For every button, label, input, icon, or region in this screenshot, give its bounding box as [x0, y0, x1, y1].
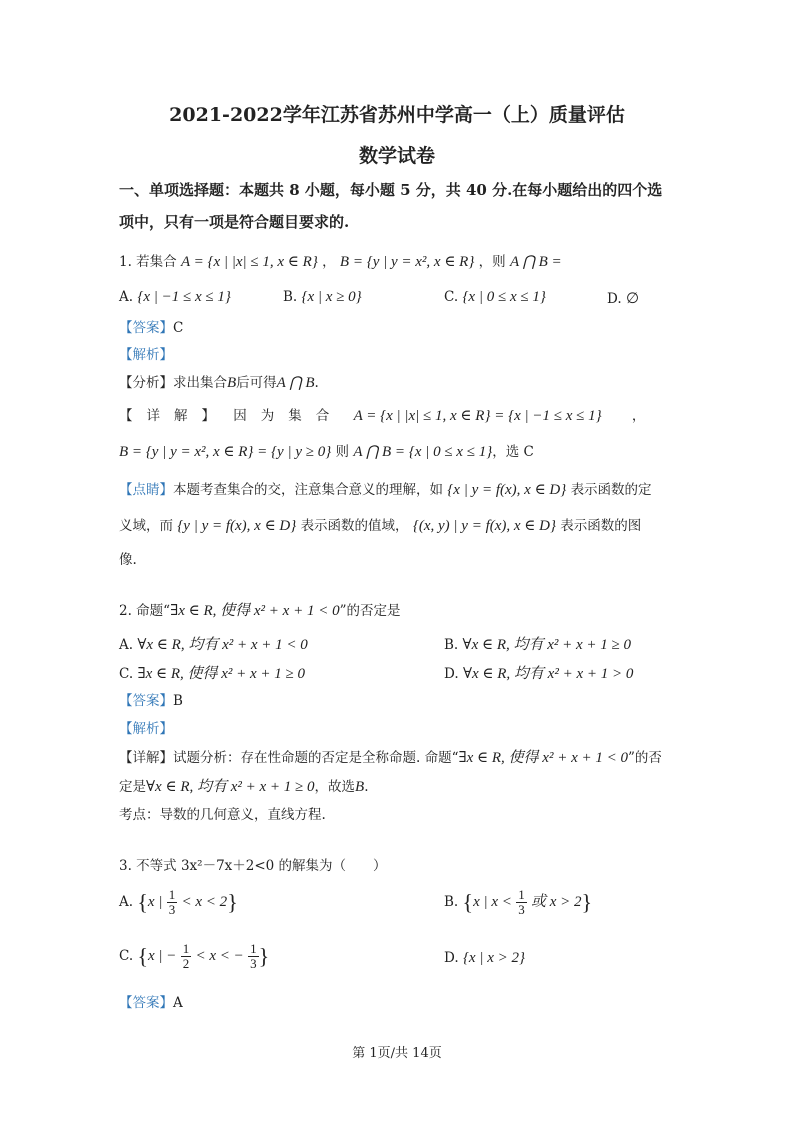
q1-option-a [119, 289, 231, 306]
q1-fenxi-end: . [314, 375, 319, 391]
q3-option-b-pre: x | x < [473, 894, 512, 910]
q2-answer-tag: 【答案】 [119, 693, 173, 709]
q1-dianjing-line1 [119, 480, 734, 500]
q1-dianjing-text1: 本题考查集合的交，注意集合意义的理解，如 [173, 482, 443, 498]
q1-dianjing-text4: 表示函数的值域， [300, 518, 409, 534]
page-subtitle: 数学试卷 [358, 145, 435, 167]
q1-comma: ， [322, 254, 336, 270]
q1-detail-line1 [119, 406, 734, 426]
q1-detail-text: 因为集合 [233, 408, 344, 424]
q2-option-b-text: ∀x ∈ R, 均有 x² + x + 1 ≥ 0 [462, 637, 632, 653]
q1-fenxi-text2: 后可得 [236, 375, 277, 391]
q1-option-b-label: B. [283, 289, 298, 305]
q3-option-c-label: C. [119, 948, 134, 964]
q3-option-c: C. {x | − $\frac{1}{2}$ < x < − $\frac{1}{3}$ } [119, 941, 270, 971]
q1-option-b [283, 289, 362, 306]
q1-set-b: B = {y | y = x², x ∈ R} [339, 254, 475, 270]
q3-option-d [444, 950, 525, 967]
q2-detail-line1 [119, 748, 734, 768]
q1-option-a-text: {x | −1 ≤ x ≤ 1} [137, 289, 231, 305]
q2-answer-value: B [173, 693, 183, 709]
q2-detail-text4: ，故选 [314, 779, 356, 795]
q1-dianjing-tag: 【点睛】 [119, 482, 173, 498]
q1-detail-choose: ，选 C [492, 444, 534, 460]
q2-kaodian: 考点：导数的几何意义，直线方程. [119, 807, 326, 823]
q1-option-a-label: A. [119, 289, 134, 305]
q3-option-c-mid: < x < − [195, 948, 244, 964]
q1-detail-expr1: A = {x | |x| ≤ 1, x ∈ R} = {x | −1 ≤ x ≤ 1} [353, 408, 602, 424]
q1-dianjing-expr3: {(x, y) | y = f(x), x ∈ D} [412, 518, 556, 534]
q3-stem: 3. 不等式 3x²－7x＋2<0 的解集为（ ） [119, 858, 387, 874]
q1-answer-value: C [173, 320, 184, 336]
q1-dianjing-line2 [119, 516, 734, 536]
q1-fenxi-b: B [227, 375, 237, 391]
q2-detail-expr2: ∀x ∈ R, 均有 x² + x + 1 ≥ 0 [146, 779, 315, 795]
q1-fenxi-expr: A ⋂ B [276, 375, 315, 391]
q2-option-c-text: ∃x ∈ R, 使得 x² + x + 1 ≥ 0 [137, 666, 306, 682]
q1-fenxi-tag: 【分析】 [119, 375, 173, 391]
q1-answer [119, 318, 734, 338]
q2-stem-2: ”的否定是 [339, 603, 401, 619]
q1-option-b-text: {x | x ≥ 0} [301, 289, 362, 305]
q2-answer [119, 691, 734, 711]
q2-analysis-tag: 【解析】 [119, 721, 173, 737]
q1-detail-tag: 【详解】 [119, 408, 229, 424]
q3-option-a-fraction: $\frac{1}{3}$ [168, 887, 176, 917]
q2-option-c [119, 662, 305, 683]
q2-stem-expr: ∃x ∈ R, 使得 x² + x + 1 < 0 [170, 603, 340, 619]
q2-option-a-label: A. [119, 637, 134, 653]
q1-stem-suffix: ，则 [478, 254, 506, 270]
q1-dianjing-text5: 表示函数的图 [560, 518, 642, 534]
q3-option-c-pre: x | − [148, 948, 177, 964]
q3-answer [119, 993, 734, 1013]
q1-fenxi-text1: 求出集合 [173, 375, 227, 391]
q1-analysis-tag: 【解析】 [119, 347, 173, 363]
q2-option-a-text: ∀x ∈ R, 均有 x² + x + 1 < 0 [137, 637, 308, 653]
q1-option-c-label: C. [444, 289, 459, 305]
q3-option-b-fraction: $\frac{1}{3}$ [518, 887, 525, 917]
q1-option-c-text: {x | 0 ≤ x ≤ 1} [462, 289, 546, 305]
q2-option-a [119, 633, 308, 654]
q2-detail-text1: 试题分析：存在性命题的否定是全称命题. 命题“ [173, 750, 459, 766]
q2-option-d [444, 662, 633, 683]
q2-stem [119, 601, 734, 621]
q3-answer-value: A [173, 995, 183, 1011]
q1-option-d-text: ∅ [625, 291, 640, 307]
q1-detail-then: 则 [335, 444, 350, 460]
q3-option-c-fraction-2: $\frac{1}{3}$ [250, 941, 257, 971]
q1-set-a: A = {x | |x| ≤ 1, x ∈ R} [180, 254, 318, 270]
q1-detail-expr2: B = {y | y = x², x ∈ R} = {y | y ≥ 0} [119, 444, 332, 460]
q1-detail-expr3: A ⋂ B = {x | 0 ≤ x ≤ 1} [353, 444, 493, 460]
q1-dianjing-expr1: {x | y = f(x), x ∈ D} [447, 482, 567, 498]
q1-stem [119, 252, 734, 272]
q2-option-b-label: B. [444, 637, 459, 653]
q3-option-d-label: D. [444, 950, 459, 966]
q1-option-c [444, 289, 546, 306]
q2-option-d-label: D. [444, 666, 459, 682]
q2-option-d-text: ∀x ∈ R, 均有 x² + x + 1 > 0 [462, 666, 634, 682]
q1-dianjing-text2: 表示函数的定 [570, 482, 652, 498]
q2-detail-text2: ”的否 [627, 750, 662, 766]
q1-stem-prefix: 1. 若集合 [119, 254, 177, 270]
q3-option-a-pre: x | [147, 894, 163, 910]
q1-option-d-label: D. [607, 291, 622, 307]
q1-detail-comma: ， [631, 408, 646, 424]
q3-option-d-text: {x | x > 2} [462, 950, 525, 966]
section-heading-line2: 项中，只有一项是符合题目要求的. [119, 213, 350, 231]
q1-dianjing-text6: 像. [119, 552, 137, 568]
q1-dianjing-expr2: {y | y = f(x), x ∈ D} [177, 518, 297, 534]
q3-answer-tag: 【答案】 [119, 995, 173, 1011]
q3-option-a-label: A. [119, 894, 134, 910]
q1-fenxi [119, 373, 734, 393]
page-title: 2021-2022学年江苏省苏州中学高一（上）质量评估 [169, 104, 625, 126]
q2-detail-b: B [355, 779, 365, 795]
q3-option-a: A. {x | $\frac{1}{3}$ < x < 2} [119, 887, 238, 917]
q2-detail-expr1: ∃x ∈ R, 使得 x² + x + 1 < 0 [458, 750, 628, 766]
q2-stem-1: 2. 命题“ [119, 603, 171, 619]
q2-detail-tag: 【详解】 [119, 750, 173, 766]
q3-option-a-post: < x < 2 [181, 894, 228, 910]
section-heading-line1: 一、单项选择题：本题共 8 小题，每小题 5 分，共 40 分.在每小题给出的四个选 [119, 181, 663, 199]
q2-option-c-label: C. [119, 666, 134, 682]
q1-analysis [119, 345, 734, 365]
page-footer: 第 1页/共 14页 [352, 1046, 442, 1061]
q1-ask: A ⋂ B = [509, 254, 562, 270]
q2-analysis [119, 719, 734, 739]
q1-detail-line2 [119, 442, 734, 462]
q1-answer-tag: 【答案】 [119, 320, 173, 336]
q1-option-d [607, 289, 639, 308]
q2-option-b [444, 633, 631, 654]
q3-option-b-post: 或 x > 2 [530, 894, 582, 910]
q2-detail-end: . [364, 779, 369, 795]
q1-dianjing-line3 [119, 550, 734, 570]
q2-detail-line2 [119, 777, 734, 797]
q3-option-c-fraction-1: $\frac{1}{2}$ [182, 941, 190, 971]
q3-option-b: B. {x | x < $\frac{1}{3}$ 或 x > 2} [444, 887, 593, 917]
q2-detail-text3: 定是 [119, 779, 146, 795]
q1-dianjing-text3: 义域，而 [119, 518, 173, 534]
q3-option-b-label: B. [444, 894, 459, 910]
